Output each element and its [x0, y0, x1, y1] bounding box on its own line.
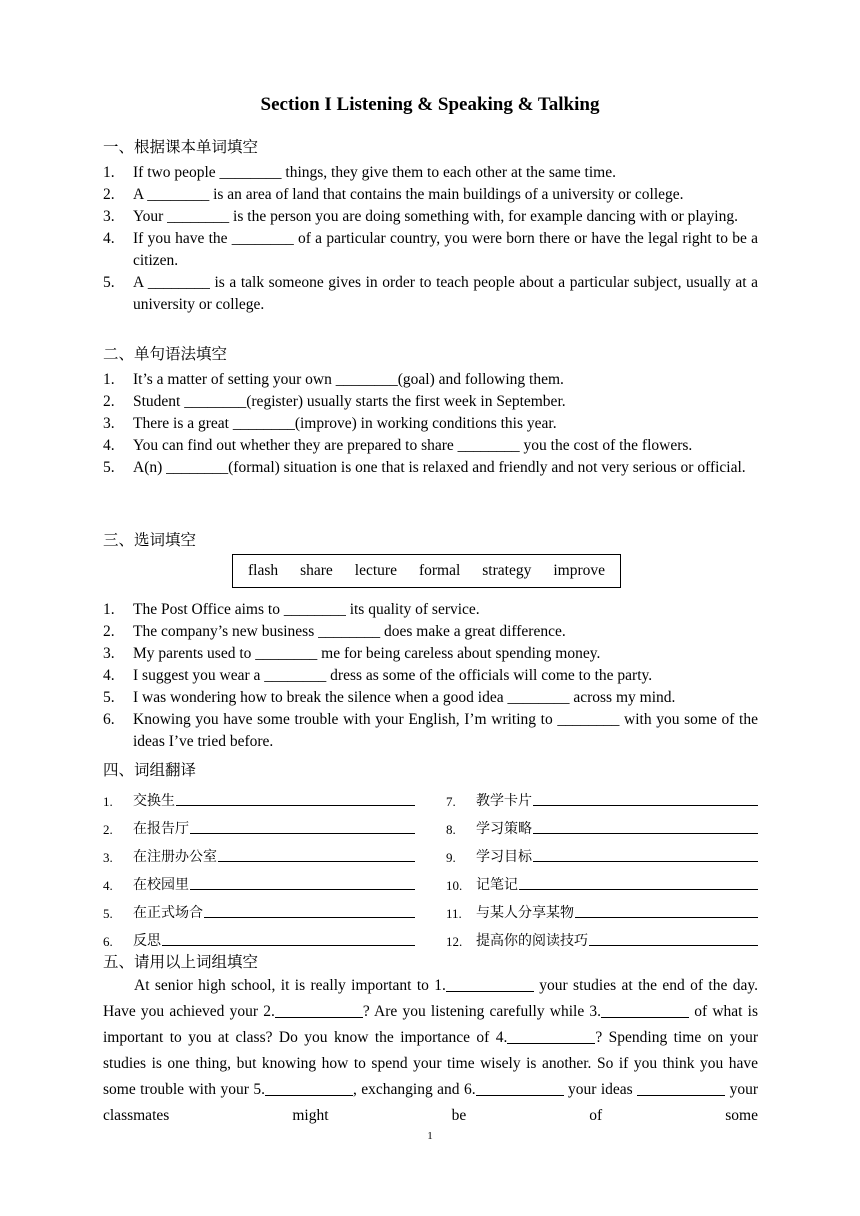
answer-line[interactable]: [533, 804, 758, 806]
passage-text: , exchanging and 6.: [352, 1081, 476, 1098]
word-bank-item: strategy: [482, 562, 532, 579]
list-item: [103, 435, 758, 457]
word-bank-box: [232, 554, 621, 588]
page-number: 1: [427, 1130, 433, 1142]
word-bank-item: improve: [553, 562, 605, 579]
phrase-row: [446, 926, 758, 950]
item-text: A ________ is an area of land that contains the main buildings of a university or college.: [133, 186, 684, 203]
phrase-row: [103, 842, 415, 866]
phrase-text: 反思: [133, 933, 161, 949]
item-text: I was wondering how to break the silence when a good idea ________ across my mind.: [133, 689, 676, 706]
item-text: If two people ________ things, they give them to each other at the same time.: [133, 164, 616, 181]
phrase-text: 提高你的阅读技巧: [476, 933, 588, 949]
passage-paragraph: [103, 973, 758, 1129]
phrase-row: [103, 814, 415, 838]
list-item: [103, 413, 758, 435]
section-2-list: [103, 369, 758, 479]
word-bank-item: formal: [418, 562, 461, 579]
item-number: 3.: [103, 645, 115, 662]
item-text: If you have the ________ of a particular country, you were born there or have the legal right to be a citizen.: [133, 230, 758, 269]
list-item: [103, 391, 758, 413]
phrase-text: 在注册办公室: [133, 849, 217, 865]
list-item: [103, 643, 758, 665]
item-number: 2.: [103, 393, 115, 410]
item-number: 7.: [446, 794, 456, 809]
item-number: 9.: [446, 850, 456, 865]
item-number: 5.: [103, 459, 115, 476]
answer-line[interactable]: [190, 888, 415, 890]
list-item: [103, 162, 758, 184]
item-number: 12.: [446, 934, 463, 949]
answer-line[interactable]: [533, 832, 758, 834]
phrase-text: 在报告厅: [133, 821, 189, 837]
item-text: There is a great ________(improve) in working conditions this year.: [133, 415, 557, 432]
item-number: 3.: [103, 850, 113, 865]
item-number: 5.: [103, 689, 115, 706]
section-4-heading: 四、词组翻译: [103, 761, 197, 779]
phrase-row: [446, 842, 758, 866]
item-number: 4.: [103, 878, 113, 893]
answer-line[interactable]: [519, 888, 758, 890]
item-number: 2.: [103, 822, 113, 837]
answer-blank[interactable]: [601, 1016, 689, 1018]
phrase-text: 学习策略: [476, 821, 532, 837]
phrase-text: 记笔记: [476, 877, 518, 893]
passage-text: ? Spending time on your studies is one thing, but knowing how to spend your time wisely is another. So if you think you have some trouble with your 5.: [103, 1029, 758, 1098]
answer-blank[interactable]: [275, 1016, 363, 1018]
word-bank-item: flash: [247, 562, 279, 579]
section-1-list: [103, 162, 758, 316]
answer-line[interactable]: [176, 804, 415, 806]
item-number: 4.: [103, 437, 115, 454]
passage-text: ? Are you listening carefully while 3.: [362, 1003, 602, 1020]
phrase-row: [103, 926, 415, 950]
answer-line[interactable]: [162, 944, 415, 946]
item-text: The company’s new business ________ does make a great difference.: [133, 623, 566, 640]
phrase-text: 交换生: [133, 793, 175, 809]
item-text: The Post Office aims to ________ its quality of service.: [133, 601, 480, 618]
item-number: 4.: [103, 230, 115, 247]
list-item: [103, 272, 758, 316]
list-item: [103, 184, 758, 206]
answer-blank[interactable]: [476, 1094, 564, 1096]
answer-blank[interactable]: [265, 1094, 353, 1096]
item-text: You can find out whether they are prepared to share ________ you the cost of the flowers.: [133, 437, 693, 454]
item-text: It’s a matter of setting your own ________(goal) and following them.: [133, 371, 564, 388]
item-text: Your ________ is the person you are doing something with, for example dancing with or playing.: [133, 208, 738, 225]
phrase-row: [446, 786, 758, 810]
item-number: 2.: [103, 186, 115, 203]
item-number: 3.: [103, 415, 115, 432]
item-text: Student ________(register) usually starts the first week in September.: [133, 393, 566, 410]
item-number: 8.: [446, 822, 456, 837]
item-number: 1.: [103, 601, 115, 618]
list-item: [103, 369, 758, 391]
item-number: 11.: [446, 906, 462, 921]
answer-blank[interactable]: [507, 1042, 595, 1044]
phrase-row: [446, 870, 758, 894]
answer-line[interactable]: [575, 916, 758, 918]
item-number: 5.: [103, 906, 113, 921]
list-item: [103, 599, 758, 621]
list-item: [103, 665, 758, 687]
word-bank-item: lecture: [354, 562, 397, 579]
list-item: [103, 709, 758, 753]
item-text: A ________ is a talk someone gives in order to teach people about a particular subject, usually at a university or college.: [133, 274, 758, 313]
answer-line[interactable]: [589, 944, 758, 946]
phrase-text: 教学卡片: [476, 793, 532, 809]
phrase-row: [103, 786, 415, 810]
phrase-text: 在校园里: [133, 877, 189, 893]
item-number: 4.: [103, 667, 115, 684]
phrase-text: 在正式场合: [133, 905, 203, 921]
list-item: [103, 228, 758, 272]
item-number: 6.: [103, 934, 113, 949]
answer-blank[interactable]: [446, 990, 534, 992]
item-text: I suggest you wear a ________ dress as some of the officials will come to the party.: [133, 667, 653, 684]
item-text: Knowing you have some trouble with your English, I’m writing to ________ with you some of the ideas I’ve tried before.: [133, 711, 758, 750]
passage-text: your studies at the end of the day. Have you achieved your 2.: [103, 977, 758, 1020]
page-title: Section I Listening & Speaking & Talking: [260, 94, 600, 115]
item-number: 5.: [103, 274, 115, 291]
item-number: 1.: [103, 371, 115, 388]
section-5-heading: 五、请用以上词组填空: [103, 953, 259, 971]
answer-line[interactable]: [533, 860, 758, 862]
passage-text: of what is important to you at class? Do you know the importance of 4.: [103, 1003, 758, 1046]
phrase-text: 与某人分享某物: [476, 905, 574, 921]
section-3-heading: 三、选词填空: [103, 531, 197, 549]
list-item: [103, 206, 758, 228]
passage-text: At senior high school, it is really important to 1.: [134, 977, 446, 994]
phrase-row: [446, 898, 758, 922]
word-bank-item: share: [300, 562, 333, 579]
phrase-row: [103, 898, 415, 922]
phrase-text: 学习目标: [476, 849, 532, 865]
item-number: 3.: [103, 208, 115, 225]
list-item: [103, 621, 758, 643]
item-number: 1.: [103, 164, 115, 181]
item-number: 1.: [103, 794, 113, 809]
section-1-heading: 一、根据课本单词填空: [103, 138, 259, 156]
answer-line[interactable]: [204, 916, 415, 918]
answer-line[interactable]: [218, 860, 415, 862]
item-number: 2.: [103, 623, 115, 640]
answer-blank[interactable]: [637, 1094, 725, 1096]
item-text: A(n) ________(formal) situation is one that is relaxed and friendly and not very serious or official.: [133, 459, 746, 476]
section-3-list: [103, 599, 758, 753]
item-number: 6.: [103, 711, 115, 728]
passage-text: your ideas: [563, 1081, 638, 1098]
phrase-row: [103, 870, 415, 894]
item-text: My parents used to ________ me for being careless about spending money.: [133, 645, 601, 662]
list-item: [103, 457, 758, 479]
item-number: 10.: [446, 878, 463, 893]
phrase-row: [446, 814, 758, 838]
section-2-heading: 二、单句语法填空: [103, 345, 228, 363]
passage-text: your classmates might be of some: [103, 1081, 758, 1124]
list-item: [103, 687, 758, 709]
answer-line[interactable]: [190, 832, 415, 834]
